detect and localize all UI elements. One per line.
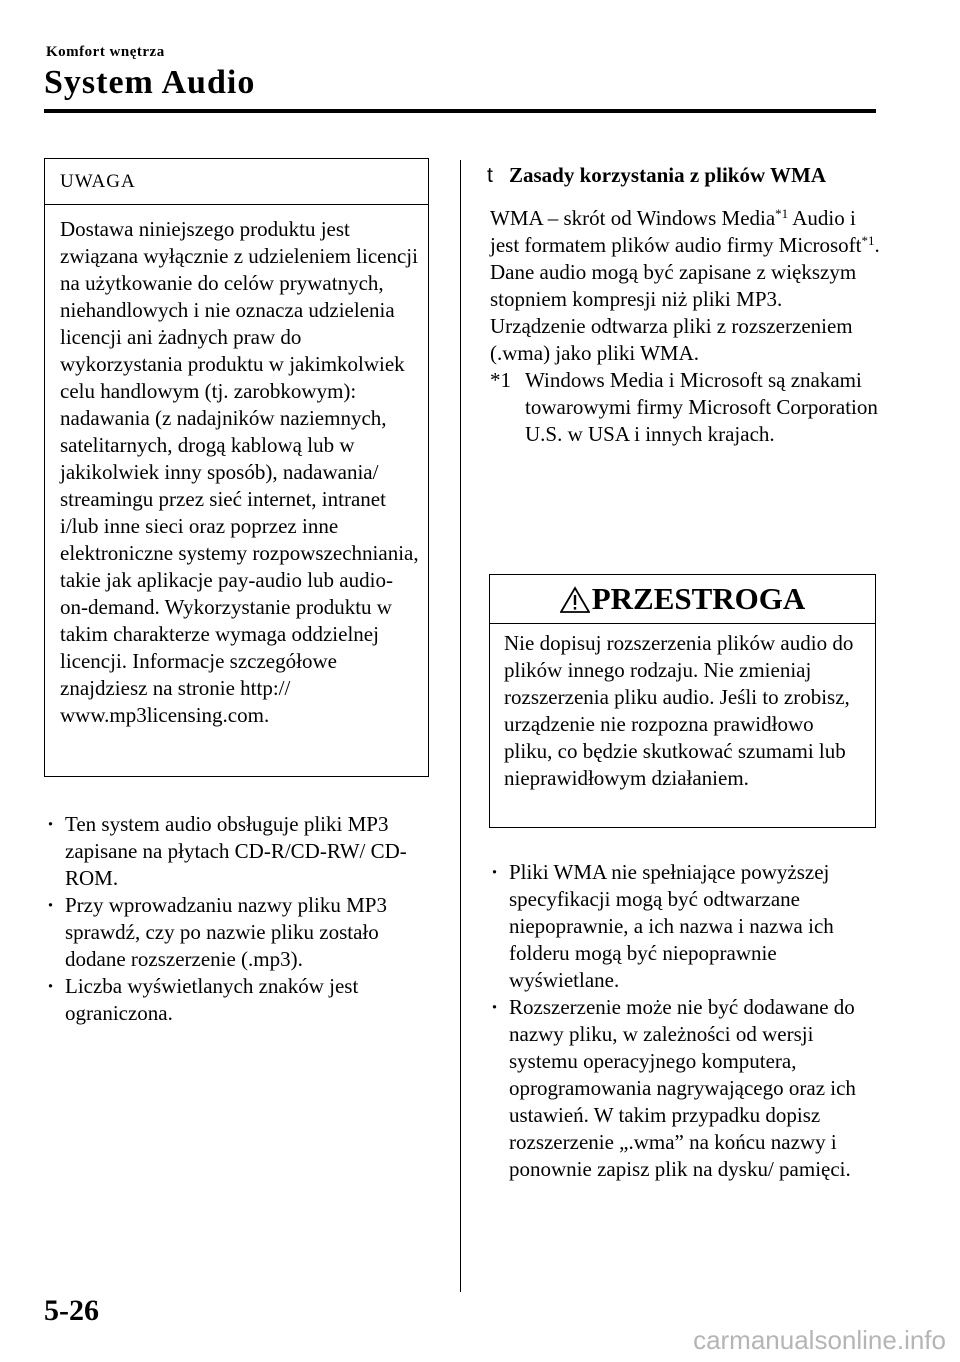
wma-p1-text-c: . [874, 233, 880, 257]
wma-section-heading [487, 160, 887, 191]
list-item: · Przy wprowadzaniu nazwy pliku MP3 sprawdź, czy po nazwie pliku zostało dodane rozszerzenie (.mp3). [46, 892, 441, 973]
caution-heading [490, 575, 875, 624]
header-divider [44, 109, 876, 113]
list-item: · Ten system audio obsługuje pliki MP3 zapisane na płytach CD-R/CD-RW/ CD-ROM. [46, 811, 441, 892]
left-bullet-list [46, 811, 441, 1027]
wma-p1-text-a: WMA – skrót od Windows Media [490, 206, 776, 230]
wma-p1-text-b: Audio i jest formatem plików audio firmy Microsoft [490, 206, 862, 257]
note-box [44, 158, 429, 777]
caution-box [489, 574, 876, 828]
caution-heading-text: PRZESTROGA [591, 581, 806, 616]
wma-paragraph-1 [490, 205, 882, 259]
page-title: System Audio [44, 64, 256, 101]
wma-paragraph-2: Dane audio mogą być zapisane z większym stopniem kompresji niż pliki MP3. [490, 260, 857, 311]
list-item: · Liczba wyświetlanych znaków jest ograniczona. [46, 973, 441, 1027]
footnote-ref: *1 [775, 206, 789, 221]
footnote [490, 367, 882, 448]
list-item: · Rozszerzenie może nie być dodawane do nazwy pliku, w zależności od wersji systemu operacyjnego komputera, oprogramowania nagrywającego oraz ich ustawień. W takim przypadku dopisz rozszerzenie „.wma” na końcu nazwy i ponownie zapisz plik na dysku/ pamięci. [490, 994, 882, 1183]
page-number: 5-26 [44, 1294, 99, 1327]
footnote-ref: *1 [861, 233, 875, 248]
footnote-text: Windows Media i Microsoft są znakami towarowymi firmy Microsoft Corporation U.S. w USA i innych krajach. [525, 368, 878, 446]
caution-text: Nie dopisuj rozszerzenia plików audio do plików innego rodzaju. Nie zmieniaj rozszerzenia pliku audio. Jeśli to zrobisz, urządzenie nie rozpozna prawidłowo pliku, co będzie skutkować szumami lub nieprawidłowym działaniem. [504, 631, 854, 790]
section-marker-icon: t [487, 164, 493, 187]
column-divider [460, 160, 461, 1292]
note-text: Dostawa niniejszego produktu jest związana wyłącznie z udzieleniem licencji na użytkowanie do celów prywatnych, niehandlowych i nie oznacza udzielenia licencji ani żadnych praw do wykorzystania produktu w jakimkolwiek celu handlowym (tj. zarobkowym): nadawania (z nadajników naziemnych, satelitarnych, drogą kablową lub w jakikolwiek inny sposób), nadawania/ streamingu przez sieć internet, intranet i/lub inne sieci oraz poprzez inne elektroniczne systemy rozpowszechniania, takie jak aplikacje pay-audio lub audio-on-demand. Wykorzystanie produktu w takim charakterze wymaga oddzielnej licencji. Informacje szczegółowe znajdziesz na stronie http:// www.mp3licensing.com. [60, 217, 419, 727]
section-label: Komfort wnętrza [46, 44, 165, 60]
footnote-mark: *1 [490, 368, 511, 392]
watermark: carmanualsonline.info [693, 1325, 946, 1355]
wma-body [490, 205, 882, 448]
right-bullet-list [490, 859, 882, 1183]
warning-triangle-icon [560, 586, 590, 614]
note-heading: UWAGA [45, 159, 428, 205]
list-item: · Pliki WMA nie spełniające powyższej specyfikacji mogą być odtwarzane niepoprawnie, a ich nazwa i nazwa ich folderu mogą być niepoprawnie wyświetlane. [490, 859, 882, 994]
wma-paragraph-3: Urządzenie odtwarza pliki z rozszerzeniem (.wma) jako pliki WMA. [490, 314, 853, 365]
wma-heading-text: Zasady korzystania z plików WMA [509, 163, 826, 187]
